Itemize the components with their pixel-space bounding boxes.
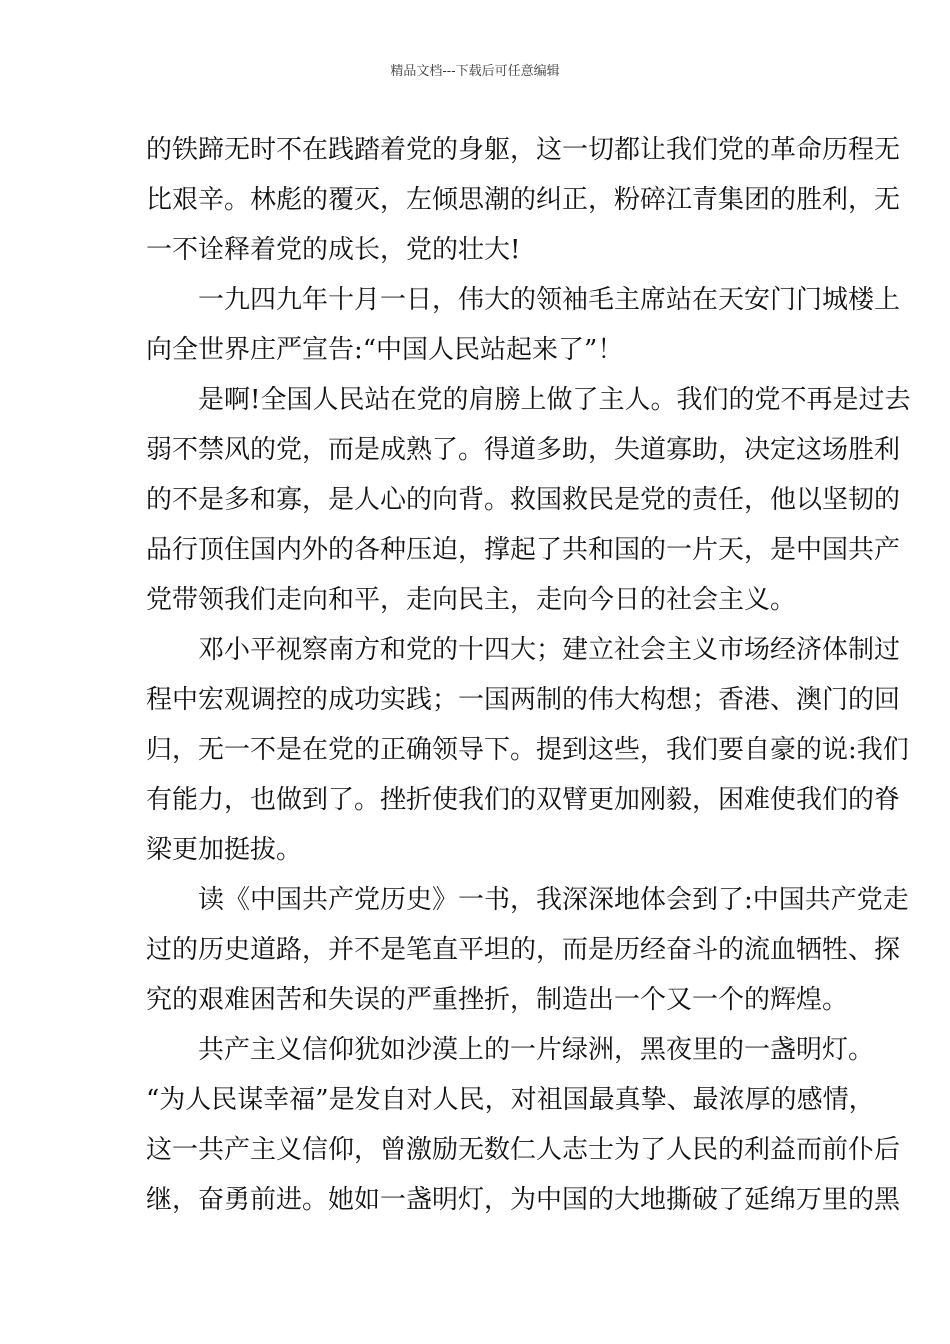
- text-line: 的不是多和寡，是人心的向背。救国救民是党的责任，他以坚韧的: [146, 485, 901, 515]
- text-line: 过的历史道路，并不是笔直平坦的，而是历经奋斗的流血牺牲、探: [146, 935, 901, 965]
- text-line: 邓小平视察南方和党的十四大；建立社会主义市场经济体制过: [146, 635, 901, 665]
- text-line: “为人民谋幸福”是发自对人民，对祖国最真挚、最浓厚的感情，: [146, 1085, 875, 1115]
- text-line: 品行顶住国内外的各种压迫，撑起了共和国的一片天，是中国共产: [146, 535, 901, 565]
- text-line: 有能力，也做到了。挫折使我们的双臂更加刚毅，困难使我们的脊: [146, 785, 901, 815]
- text-line: 继，奋勇前进。她如一盏明灯，为中国的大地撕破了延绵万里的黑: [146, 1185, 901, 1215]
- text-line: 一九四九年十月一日，伟大的领袖毛主席站在天安门门城楼上: [146, 285, 901, 315]
- text-line: 读《中国共产党历史》一书，我深深地体会到了:中国共产党走: [146, 885, 909, 915]
- text-line: 是啊!全国人民站在党的肩膀上做了主人。我们的党不再是过去: [146, 385, 911, 415]
- text-line: 共产主义信仰犹如沙漠上的一片绿洲，黑夜里的一盏明灯。: [146, 1035, 875, 1065]
- text-line: 弱不禁风的党，而是成熟了。得道多助，失道寡助，决定这场胜利: [146, 435, 901, 465]
- text-line: 的铁蹄无时不在践踏着党的身躯，这一切都让我们党的革命历程无: [146, 135, 901, 165]
- text-line: 向全世界庄严宣告:“中国人民站起来了”！: [146, 335, 624, 365]
- text-line: 这一共产主义信仰，曾激励无数仁人志士为了人民的利益而前仆后: [146, 1135, 901, 1165]
- text-line: 梁更加挺拔。: [146, 835, 303, 865]
- page-header: 精品文档---下载后可任意编辑: [390, 64, 560, 79]
- text-line: 归，无一不是在党的正确领导下。提到这些，我们要自豪的说:我们: [146, 735, 909, 765]
- text-line: 究的艰难困苦和失误的严重挫折，制造出一个又一个的辉煌。: [146, 985, 849, 1015]
- text-line: 比艰辛。林彪的覆灭，左倾思潮的纠正，粉碎江青集团的胜利，无: [146, 185, 901, 215]
- text-line: 程中宏观调控的成功实践；一国两制的伟大构想；香港、澳门的回: [146, 685, 901, 715]
- text-line: 一不诠释着党的成长，党的壮大!: [146, 235, 521, 265]
- text-line: 党带领我们走向和平，走向民主，走向今日的社会主义。: [146, 585, 797, 615]
